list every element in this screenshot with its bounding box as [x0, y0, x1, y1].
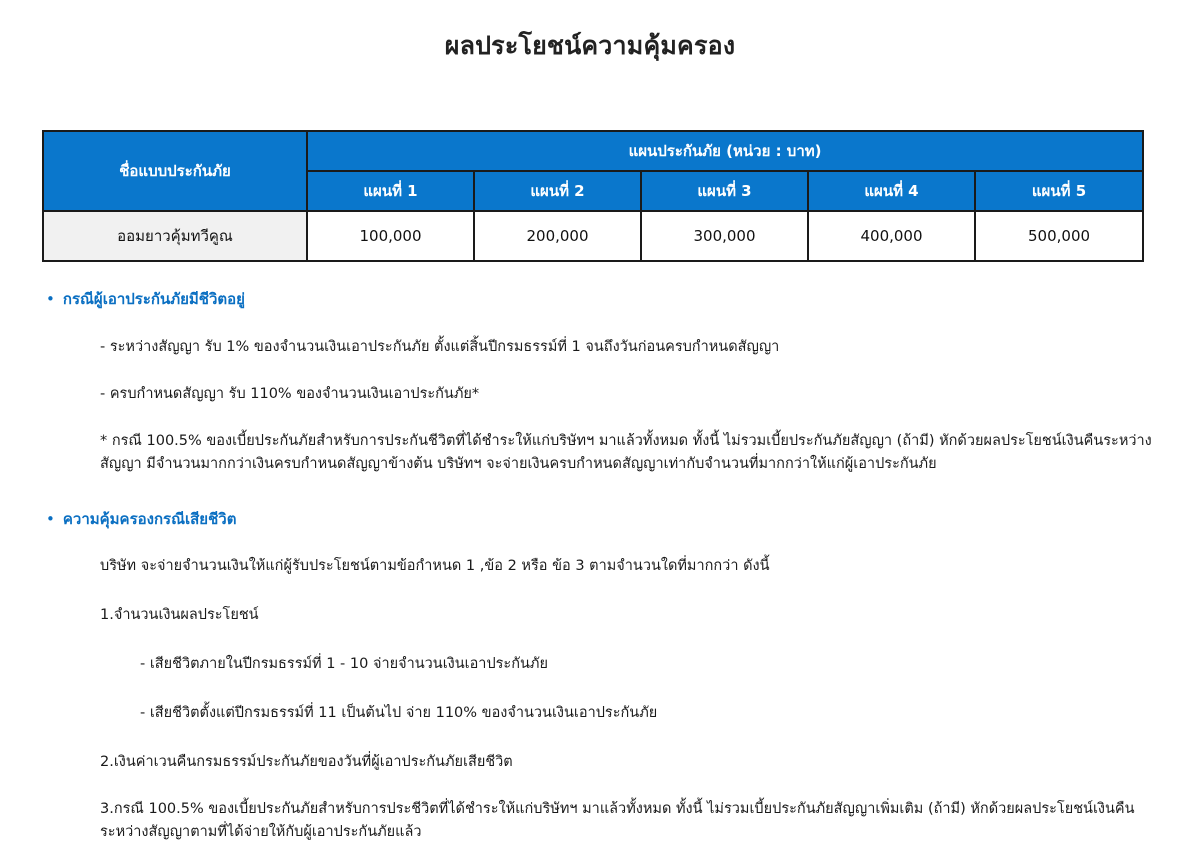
alive-section-heading [46, 287, 245, 311]
plan-header-3: แผนที่ 3 [641, 171, 808, 211]
plan-header-5: แผนที่ 5 [975, 171, 1143, 211]
death-point-2: 2.เงินค่าเวนคืนกรมธรรม์ประกันภัยของวันที่ผู้เอาประกันภัยเสียชีวิต [100, 754, 513, 770]
name-header: ชื่อแบบประกันภัย [43, 131, 307, 211]
alive-item-2: - ครบกำหนดสัญญา รับ 110% ของจำนวนเงินเอาประกันภัย* [100, 386, 480, 402]
death-section-heading [46, 507, 236, 531]
death-point-1: 1.จำนวนเงินผลประโยชน์ [100, 607, 259, 623]
plan-header-1: แผนที่ 1 [307, 171, 474, 211]
plan-value-1: 100,000 [307, 211, 474, 261]
table-row [43, 211, 1143, 261]
alive-heading-text: กรณีผู้เอาประกันภัยมีชีวิตอยู่ [62, 290, 245, 308]
plan-value-5: 500,000 [975, 211, 1143, 261]
plan-value-2: 200,000 [474, 211, 641, 261]
death-heading-text: ความคุ้มครองกรณีเสียชีวิต [62, 510, 237, 528]
page-title: ผลประโยชน์ความคุ้มครอง [444, 31, 736, 60]
alive-item-1: - ระหว่างสัญญา รับ 1% ของจำนวนเงินเอาประกันภัย ตั้งแต่สิ้นปีกรมธรรม์ที่ 1 จนถึงวันก่อนครบกำหนดสัญญา [100, 339, 780, 355]
bullet-icon: • [46, 510, 55, 528]
plan-header-4: แผนที่ 4 [808, 171, 975, 211]
plan-value-4: 400,000 [808, 211, 975, 261]
death-sub-1: - เสียชีวิตภายในปีกรมธรรม์ที่ 1 - 10 จ่ายจำนวนเงินเอาประกันภัย [140, 656, 548, 672]
death-sub-2: - เสียชีวิตตั้งแต่ปีกรมธรรม์ที่ 11 เป็นต้นไป จ่าย 110% ของจำนวนเงินเอาประกันภัย [140, 705, 658, 721]
plan-value-3: 300,000 [641, 211, 808, 261]
row-name: ออมยาวคุ้มทวีคูณ [43, 211, 307, 261]
plan-table [42, 130, 1144, 262]
alive-note: * กรณี 100.5% ของเบี้ยประกันภัยสำหรับการประกันชีวิตที่ได้ชำระให้แก่บริษัทฯ มาแล้วทั้งหมด ทั้งนี้ ไม่รวมเบี้ยประกันภัยสัญญา (ถ้ามี) หักด้วยผลประโยชน์เงินคืนระหว่างสัญญา มีจำนวนมากกว่าเงินครบกำหนดสัญญาข้างต้น บริษัทฯ จะจ่ายเงินครบกำหนดสัญญาเท่ากับจำนวนที่มากกว่าให้แก่ผู้เอาประกันภัย [100, 433, 1152, 472]
plan-header-2: แผนที่ 2 [474, 171, 641, 211]
plan-group-header: แผนประกันภัย (หน่วย : บาท) [307, 131, 1143, 171]
table-header-row [43, 131, 1143, 171]
death-intro: บริษัท จะจ่ายจำนวนเงินให้แก่ผู้รับประโยชน์ตามข้อกำหนด 1 ,ข้อ 2 หรือ ข้อ 3 ตามจำนวนใดที่มากกว่า ดังนี้ [100, 558, 770, 574]
bullet-icon: • [46, 290, 55, 308]
death-point-3: 3.กรณี 100.5% ของเบี้ยประกันภัยสำหรับการประชีวิตที่ได้ชำระให้แก่บริษัทฯ มาแล้วทั้งหมด ทั้งนี้ ไม่รวมเบี้ยประกันภัยสัญญาเพิ่มเติม (ถ้ามี) หักด้วยผลประโยชน์เงินคืนระหว่างสัญญาตามที่ได้จ่ายให้กับผู้เอาประกันภัยแล้ว [100, 801, 1135, 840]
